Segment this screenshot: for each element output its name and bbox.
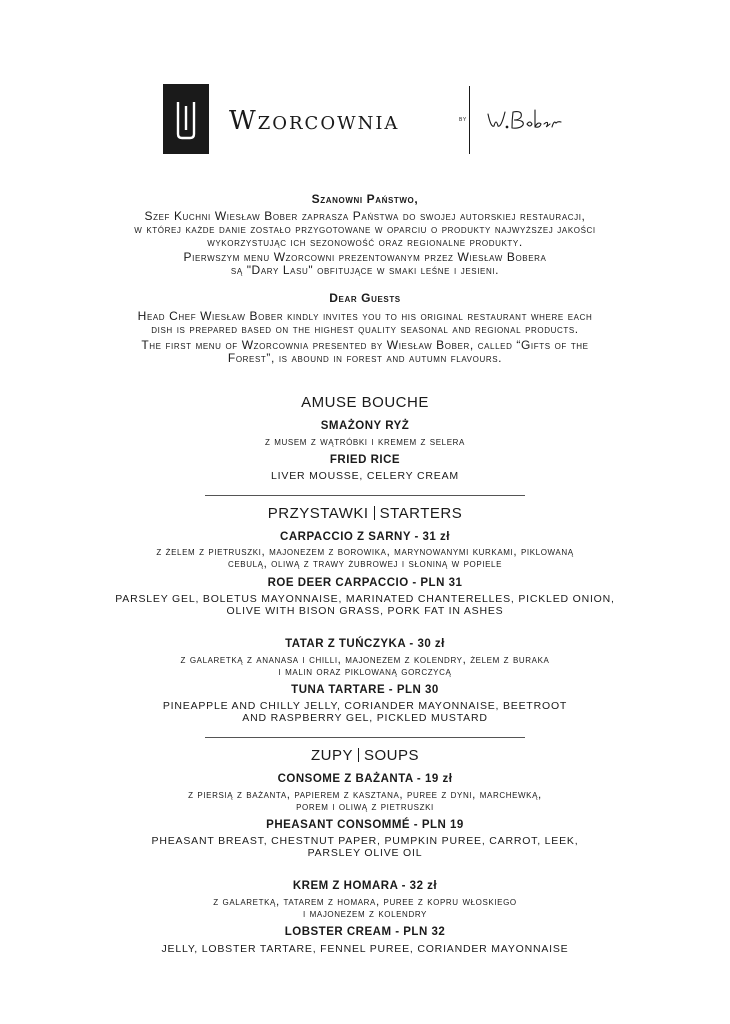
dish-name-en: FRIED RICE [329, 454, 401, 466]
intro-en [40, 292, 690, 305]
text-line: wykorzystując ich sezonowość oraz regionalne produkty. [207, 235, 523, 249]
intro-en-para2 [40, 339, 690, 365]
dish-desc-en [40, 470, 690, 482]
dish-desc-en [40, 700, 690, 724]
text-line: Head Chef Wiesław Bober kindly invites you to his original restaurant where each [137, 309, 593, 323]
text-line: dish is prepared based on the highest quality seasonal and regional products. [151, 322, 579, 336]
desc-line: z musem z wątróbki i kremem z selera [265, 436, 465, 448]
desc-line: porem i oliwą z pietruszki [296, 801, 434, 813]
dish-desc-en [40, 943, 690, 955]
desc-line: z żelem z pietruszki, majonezem z borowika, marynowanymi kurkami, piklowaną [156, 546, 574, 558]
desc-line: z galaretką, tatarem z homara, puree z kopru włoskiego [213, 896, 517, 908]
chef-signature [485, 106, 575, 141]
title-separator [358, 748, 359, 762]
title-en: STARTERS [379, 505, 463, 522]
desc-line: PARSLEY OLIVE OIL [307, 847, 423, 859]
dish-desc-pl [40, 436, 690, 448]
title-separator [374, 506, 375, 520]
intro-en-para1 [40, 310, 690, 336]
dish-desc-en [40, 593, 690, 617]
dish-desc-pl [40, 789, 690, 813]
text-line: są "Dary Lasu" obfitujące w smaki leśne i jesieni. [230, 263, 500, 277]
dish-name-en: PHEASANT CONSOMMÉ - PLN 19 [266, 819, 464, 831]
title-pl: ZUPY [310, 747, 353, 764]
title-pl: PRZYSTAWKI [267, 505, 369, 522]
text-line: w której każde danie zostało przygotowane w oparciu o produkty najwyższej jakości [134, 222, 596, 236]
desc-line: PINEAPPLE AND CHILLY JELLY, CORIANDER MAYONNAISE, BEETROOT [162, 700, 568, 712]
desc-line: PHEASANT BREAST, CHESTNUT PAPER, PUMPKIN PUREE, CARROT, LEEK, [151, 835, 579, 847]
text-line: Forest”, is abound in forest and autumn flavours. [227, 351, 503, 365]
intro-pl-para2 [40, 251, 690, 277]
pl-greeting: Szanowni Państwo, [311, 192, 419, 206]
title-en: SOUPS [364, 747, 420, 764]
dish-name-pl: TATAR Z TUŃCZYKA - 30 zł [285, 638, 445, 650]
text-line: Pierwszym menu Wzorcowni prezentowanym przez Wiesław Bobera [183, 250, 547, 264]
desc-line: cebulą, oliwą z trawy żubrowej i słoniną w popiele [227, 558, 503, 570]
text-line: The first menu of Wzorcownia presented by Wiesław Bober, called “Gifts of the [141, 338, 589, 352]
dish-name-pl: CARPACCIO Z SARNY - 31 zł [280, 531, 450, 543]
desc-line: PARSLEY GEL, BOLETUS MAYONNAISE, MARINATED CHANTERELLES, PICKLED ONION, [115, 593, 615, 605]
dish-name-en: LOBSTER CREAM - PLN 32 [284, 926, 446, 938]
intro-pl [40, 193, 690, 206]
dish-name-pl: SMAŻONY RYŻ [320, 420, 410, 432]
dish-name-en: TUNA TARTARE - PLN 30 [291, 684, 439, 696]
dish-name-pl: KREM Z HOMARA - 32 zł [292, 880, 438, 892]
dish-name-pl: CONSOME Z BAŻANTA - 19 zł [277, 773, 453, 785]
desc-line: z galaretką z ananasa i chilli, majonezem z kolendry, żelem z buraka [180, 654, 550, 666]
desc-line: i malin oraz piklowaną gorczycą [278, 666, 452, 678]
desc-line: LIVER MOUSSE, CELERY CREAM [271, 470, 459, 482]
dish-desc-pl [40, 896, 690, 920]
section-divider [205, 737, 525, 738]
section-title-soups [40, 747, 690, 764]
brand-name: Wzorcownia [229, 106, 400, 136]
dish-desc-pl [40, 654, 690, 678]
desc-line: OLIVE WITH BISON GRASS, PORK FAT IN ASHES [226, 605, 504, 617]
desc-line: i majonezem z kolendry [303, 908, 427, 920]
desc-line: AND RASPBERRY GEL, PICKLED MUSTARD [242, 712, 488, 724]
intro-pl-para1 [40, 210, 690, 249]
by-label: BY [459, 117, 467, 123]
header-divider [469, 86, 470, 154]
header [163, 84, 583, 156]
dish-name-en: ROE DEER CARPACCIO - PLN 31 [267, 577, 463, 589]
section-title-starters [40, 505, 690, 522]
logo-mark [163, 84, 209, 154]
section-title-amuse: AMUSE BOUCHE [301, 394, 429, 411]
dish-desc-pl [40, 546, 690, 570]
dish-desc-en [40, 835, 690, 859]
text-line: Szef Kuchni Wiesław Bober zaprasza Państwa do swojej autorskiej restauracji, [144, 209, 586, 223]
en-greeting: Dear Guests [329, 291, 401, 305]
desc-line: JELLY, LOBSTER TARTARE, FENNEL PUREE, CORIANDER MAYONNAISE [161, 943, 569, 955]
desc-line: z piersią z bażanta, papierem z kasztana, puree z dyni, marchewką, [188, 789, 542, 801]
section-divider [205, 495, 525, 496]
